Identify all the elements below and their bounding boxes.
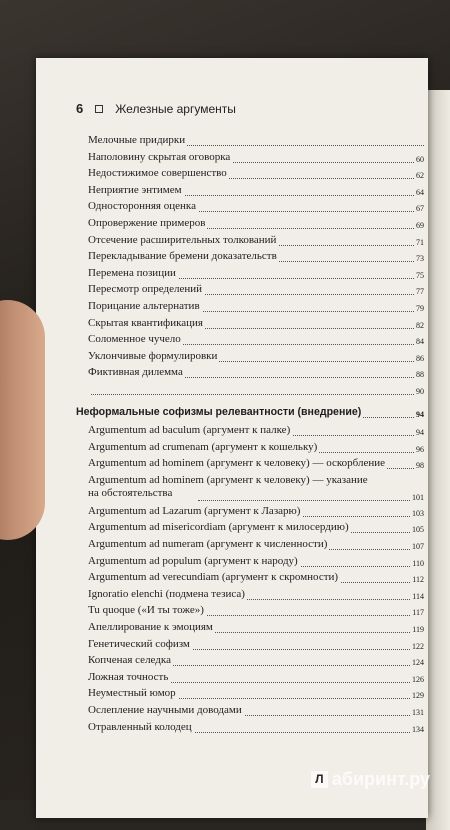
toc-entry-title: Ignoratio elenchi (подмена тезиса) bbox=[88, 587, 245, 600]
toc-entry bbox=[88, 638, 424, 655]
toc-page-number: 112 bbox=[412, 575, 424, 585]
running-title: Железные аргументы bbox=[115, 101, 236, 116]
toc-entry-title: Скрытая квантификация bbox=[88, 316, 203, 329]
toc-entry bbox=[88, 721, 424, 738]
toc-entry-title: Наполовину скрытая оговорка bbox=[88, 150, 231, 163]
toc-entry-title: Фиктивная дилемма bbox=[88, 366, 183, 379]
toc-entry-title: Ложная точность bbox=[88, 670, 169, 683]
toc-entry-title: Перемена позиции bbox=[88, 266, 176, 279]
toc-page-number: 73 bbox=[416, 254, 424, 264]
toc-page-number: 90 bbox=[416, 386, 424, 396]
toc-page-number: 71 bbox=[416, 237, 424, 247]
watermark-text: абиринт.ру bbox=[331, 769, 430, 789]
toc-page-number: 107 bbox=[412, 542, 424, 552]
toc-entry bbox=[88, 474, 424, 505]
toc-entry bbox=[88, 654, 424, 671]
toc-entry-title bbox=[88, 383, 90, 395]
toc-page-number: 84 bbox=[416, 337, 424, 347]
toc-page-number: 64 bbox=[416, 187, 424, 197]
toc-entry-title: Ослепление научными доводами bbox=[88, 704, 242, 716]
toc-entry bbox=[88, 350, 424, 367]
toc-page-number: 60 bbox=[416, 154, 424, 164]
toc-entry bbox=[88, 167, 424, 184]
toc-page-number: 88 bbox=[416, 370, 424, 380]
toc-page-number: 75 bbox=[416, 270, 424, 280]
toc-entry-title: Argumentum ad crumenam (аргумент к кошельку) bbox=[88, 440, 318, 453]
toc-entry bbox=[88, 538, 424, 555]
toc-entry bbox=[88, 317, 424, 334]
book-page bbox=[36, 58, 428, 818]
toc-entry bbox=[88, 441, 424, 458]
toc-page-number: 110 bbox=[412, 558, 424, 568]
toc-entry-title: Односторонняя оценка bbox=[88, 200, 196, 213]
toc-entry-title: Генетический софизм bbox=[88, 637, 190, 650]
toc-page-number: 86 bbox=[416, 353, 424, 363]
toc-page-number: 114 bbox=[412, 591, 424, 601]
toc-entry bbox=[88, 521, 424, 538]
toc-page-number: 105 bbox=[412, 525, 424, 535]
toc-page-number: 96 bbox=[416, 444, 424, 454]
toc-entry-title: Порицание альтернатив bbox=[88, 299, 200, 312]
toc-entry bbox=[88, 505, 424, 522]
toc-entry bbox=[88, 687, 424, 704]
toc-entry-title: Опровержение примеров bbox=[88, 216, 206, 229]
toc-entry bbox=[88, 621, 424, 638]
toc-entry bbox=[88, 555, 424, 572]
toc-entry bbox=[88, 424, 424, 441]
toc-entry bbox=[88, 184, 424, 201]
toc-entry-title: Отравленный колодец bbox=[88, 720, 192, 733]
toc-entry bbox=[88, 267, 424, 284]
toc-page-number: 69 bbox=[416, 220, 424, 230]
toc-entry bbox=[88, 300, 424, 317]
toc-entry-title: Соломенное чучело bbox=[88, 333, 181, 346]
toc-page-number: 131 bbox=[412, 708, 424, 717]
toc-entry-title: Argumentum ad misericordiam (аргумент к милосердию) bbox=[88, 521, 349, 534]
toc-entry-title: Уклончивые формулировки bbox=[88, 349, 218, 362]
toc-entry-title: Argumentum ad hominem (аргумент к человеку) — оскорбление bbox=[88, 457, 385, 470]
toc-entry-title: Отсечение расширительных толкований bbox=[88, 233, 277, 246]
toc-entry bbox=[88, 283, 424, 300]
toc-entry bbox=[88, 366, 424, 383]
toc-entry-title: Неуместный юмор bbox=[88, 687, 176, 700]
thumb bbox=[0, 300, 45, 540]
square-bullet-icon bbox=[95, 105, 103, 113]
toc-entry bbox=[88, 250, 424, 267]
toc-page-number: 101 bbox=[412, 492, 424, 502]
toc-page-number: 77 bbox=[416, 287, 424, 297]
toc-page-number: 62 bbox=[416, 171, 424, 181]
next-page-edge bbox=[426, 90, 450, 830]
toc-page-number: 79 bbox=[416, 303, 424, 313]
toc-section-heading bbox=[76, 406, 424, 423]
toc-entry bbox=[88, 457, 424, 474]
toc-page-number: 129 bbox=[412, 691, 424, 701]
toc-page-number: 94 bbox=[416, 428, 424, 438]
toc-page-number: 94 bbox=[416, 409, 424, 419]
toc-entry-title: Копченая селедка bbox=[88, 654, 171, 667]
toc-page-number: 98 bbox=[416, 461, 424, 471]
toc-entry bbox=[88, 588, 424, 605]
toc-page-number: 134 bbox=[412, 724, 424, 734]
toc-entry-title: Пересмотр определений bbox=[88, 283, 203, 296]
toc-entry-title: Перекладывание бремени доказательств bbox=[88, 250, 277, 263]
toc-entry bbox=[88, 151, 424, 168]
toc-page-number: 67 bbox=[416, 204, 424, 214]
labirint-logo-icon: Л bbox=[311, 771, 328, 788]
toc-entry-title: Tu quoque («И ты тоже») bbox=[88, 604, 204, 617]
toc-page-number: 126 bbox=[412, 674, 424, 684]
toc-page-number: 103 bbox=[412, 508, 424, 518]
toc-entry bbox=[88, 704, 424, 721]
toc-entry-title: Неприятие энтимем bbox=[88, 183, 182, 196]
toc-entry bbox=[88, 604, 424, 621]
toc-entry bbox=[88, 234, 424, 251]
toc-entry-title: Недостижимое совершенство bbox=[88, 167, 227, 180]
toc-page-number: 122 bbox=[412, 641, 424, 651]
toc-page-number: 119 bbox=[412, 625, 424, 635]
table-of-contents bbox=[76, 134, 424, 737]
toc-entry bbox=[88, 333, 424, 350]
toc-entry bbox=[88, 383, 424, 400]
toc-entry-title: Argumentum ad populum (аргумент к народу) bbox=[88, 554, 298, 567]
toc-entry bbox=[88, 571, 424, 588]
toc-page-number: 124 bbox=[412, 658, 424, 668]
toc-entry-title: Мелочные придирки bbox=[88, 134, 186, 146]
toc-entry bbox=[88, 671, 424, 688]
toc-page-number: 82 bbox=[416, 320, 424, 330]
toc-entry-title: Argumentum ad verecundiam (аргумент к скромности) bbox=[88, 571, 339, 584]
toc-entry bbox=[88, 200, 424, 217]
toc-entry-title: Argumentum ad hominem (аргумент к человеку) — указание bbox=[88, 474, 424, 487]
toc-entry-title-continuation: на обстоятельства bbox=[88, 486, 173, 499]
toc-entry-title: Неформальные софизмы релевантности (внедрение) bbox=[76, 405, 362, 418]
toc-entry bbox=[88, 217, 424, 234]
page-header bbox=[76, 101, 236, 116]
watermark bbox=[311, 769, 430, 790]
toc-entry-title: Апеллирование к эмоциям bbox=[88, 621, 213, 634]
page-number: 6 bbox=[76, 101, 84, 116]
toc-entry-title: Argumentum ad numeram (аргумент к численности) bbox=[88, 538, 328, 551]
toc-page-number: 117 bbox=[412, 608, 424, 618]
toc-entry bbox=[88, 134, 424, 151]
toc-entry-title: Argumentum ad Lazarum (аргумент к Лазарю) bbox=[88, 504, 301, 517]
toc-entry-title: Argumentum ad baculum (аргумент к палке) bbox=[88, 424, 291, 437]
